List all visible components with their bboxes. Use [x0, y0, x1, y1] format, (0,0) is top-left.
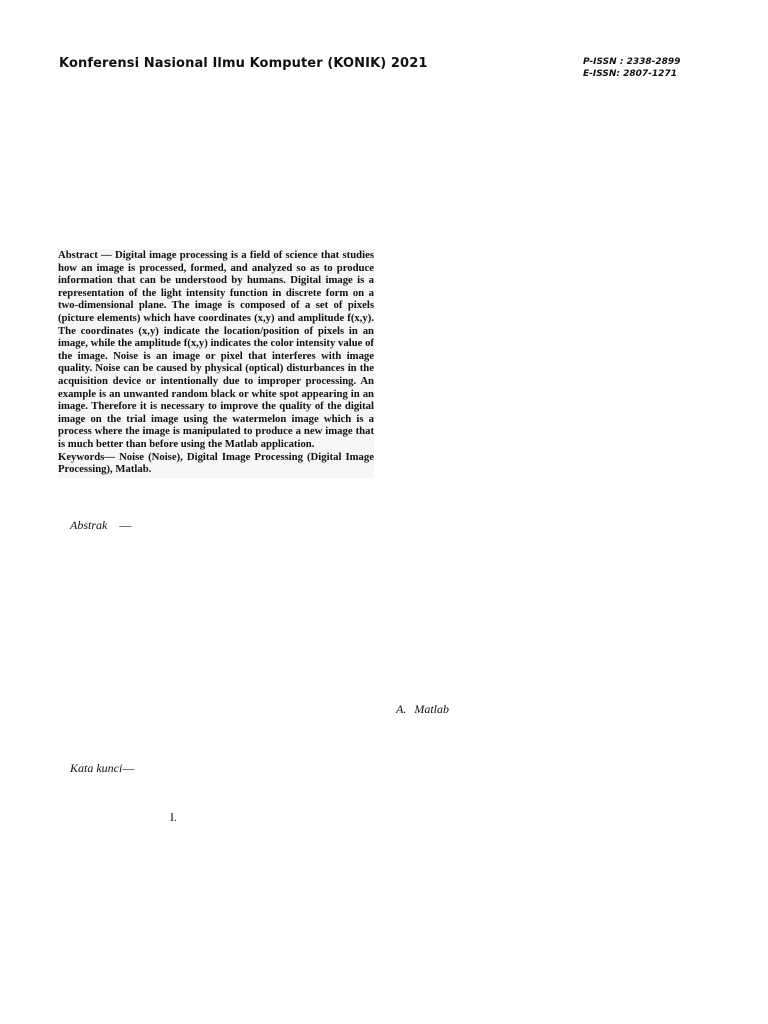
conference-title: Konferensi Nasional Ilmu Komputer (KONIK) 2021 — [59, 56, 428, 71]
english-abstract — [58, 249, 374, 478]
subsection-number: A. — [396, 702, 407, 716]
kata-kunci-label: Kata kunci — [70, 761, 123, 775]
subsection-title: Matlab — [414, 702, 450, 716]
e-issn: E-ISSN: 2807-1271 — [583, 69, 677, 79]
section-number-i: I. — [170, 810, 177, 824]
kata-kunci-heading — [70, 761, 134, 776]
abstract-keywords: Keywords— Noise (Noise), Digital Image Processing (Digital Image Processing), Matlab. — [58, 450, 374, 476]
abstract-body: Abstract — Digital image processing is a field of science that studies how an image is processed, formed, and analyzed so as to produce information that can be understood by humans. Digital image is a representation of the light intensity function in discrete form on a two-dimensional plane. The image is composed of a set of pixels (picture elements) which have coordinates (x,y) and amplitude f(x,y). The coordinates (x,y) indicate the location/position of pixels in an image, while the amplitude f(x,y) indicates the color intensity value of the image. Noise is an image or pixel that interferes with image quality. Noise can be caused by physical (optical) disturbances in the acquisition device or intentionally due to improper processing. An example is an unwanted random black or white spot appearing in an image. Therefore it is necessary to improve the quality of the digital image on the trial image using the watermelon image which is a process where the image is manipulated to produce a new image that is much better than before using the Matlab application. — [58, 249, 374, 450]
kata-kunci-dash: — — [122, 761, 135, 775]
p-issn: P-ISSN : 2338-2899 — [583, 57, 681, 67]
abstrak-heading — [70, 518, 131, 533]
abstrak-dash: — — [119, 518, 132, 532]
issn-block — [583, 56, 680, 80]
abstrak-label: Abstrak — [70, 518, 108, 532]
subsection-heading-matlab — [396, 702, 449, 717]
